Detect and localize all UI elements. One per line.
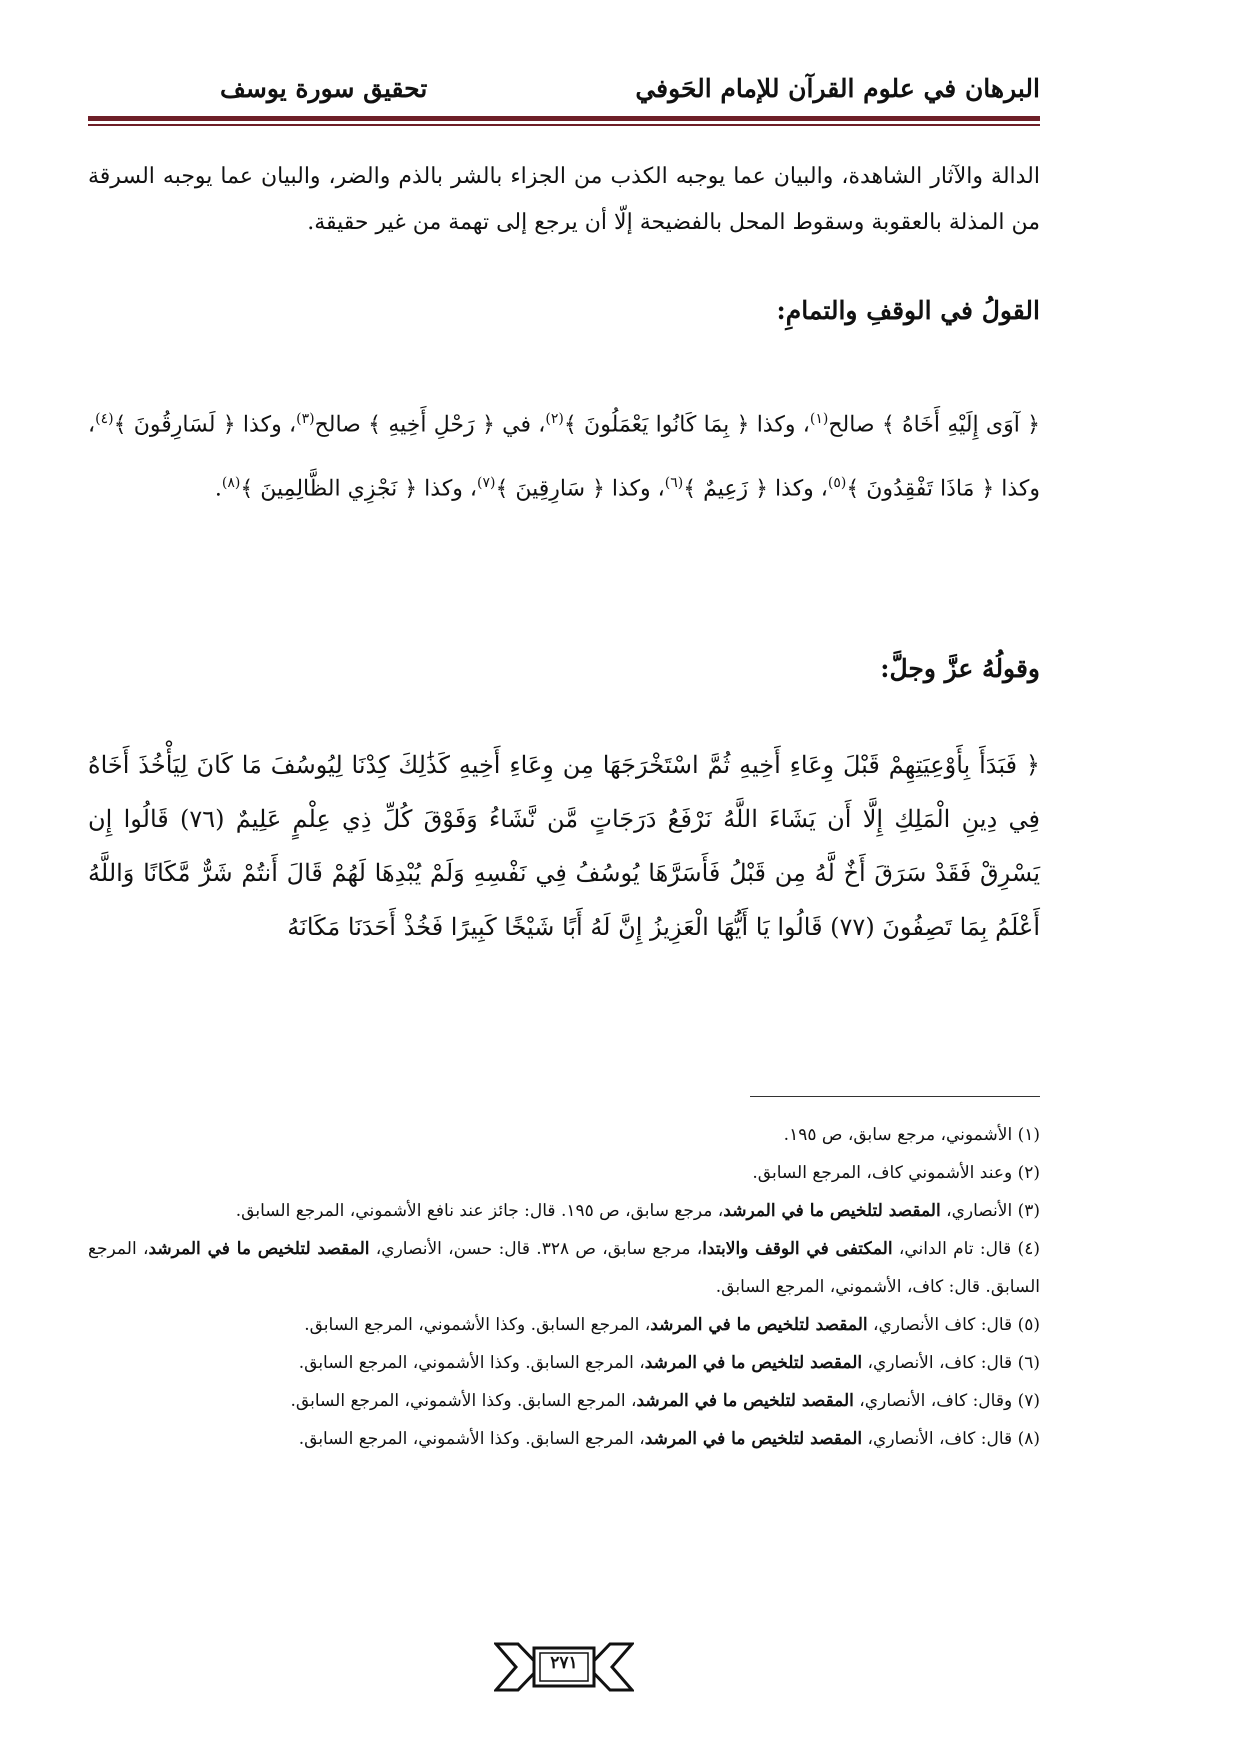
footnote-4-text-e: ، المرجع السابق. قال: كاف، الأشموني، المرجع السابق. (88, 1239, 1040, 1297)
footnote-ref-3: (٣) (296, 411, 315, 427)
waqf-text-2: ، وكذا ﴿ بِمَا كَانُوا يَعْمَلُونَ ﴾ (563, 412, 810, 438)
footnote-5-source: المقصد لتلخيص ما في المرشد (650, 1315, 868, 1335)
footnote-3-text-c: ، مرجع سابق، ص ١٩٥. قال: جائز عند نافع الأشموني، المرجع السابق. (235, 1201, 724, 1221)
footnote-ref-1: (١) (809, 411, 829, 427)
footnote-5-text-c: ، المرجع السابق. وكذا الأشموني، المرجع السابق. (304, 1315, 651, 1335)
waqf-text-1: ﴿ آوَى إِلَيْهِ أَخَاهُ ﴾ صالح (828, 412, 1040, 438)
waqf-text-4: ، وكذا ﴿ لَسَارِقُونَ ﴾ (113, 412, 297, 438)
page (88, 0, 1040, 1754)
section-title: تحقيق سورة يوسف (220, 74, 428, 103)
footnote-ref-4: (٤) (95, 411, 114, 427)
footnote-7-source: المقصد لتلخيص ما في المرشد (636, 1391, 854, 1411)
header-rule-thick (88, 116, 1040, 121)
footnote-ref-7: (٧) (477, 475, 496, 492)
waqf-text-7: ، وكذا ﴿ سَارِقِينَ ﴾ (495, 476, 665, 502)
footnote-6 (88, 1344, 1040, 1382)
waqf-text-6: ، وكذا ﴿ زَعِيمٌ ﴾ (683, 476, 828, 502)
waqf-paragraph (88, 390, 1040, 519)
page-number: ٢٧١ (550, 1653, 578, 1673)
footnotes (88, 1116, 1040, 1458)
footnote-5-text-a: (٥) قال: كاف الأنصاري، (867, 1315, 1040, 1335)
footnote-separator (750, 1096, 1040, 1097)
page-number-ornament (494, 1640, 634, 1694)
footnote-2: (٢) وعند الأشموني كاف، المرجع السابق. (752, 1163, 1040, 1183)
footnote-8-text-a: (٨) قال: كاف، الأنصاري، (862, 1429, 1040, 1449)
running-header (88, 70, 1040, 114)
footnote-8-source: المقصد لتلخيص ما في المرشد (644, 1429, 863, 1449)
footnote-5 (88, 1306, 1040, 1344)
footnote-4-source-2: المقصد لتلخيص ما في المرشد (148, 1239, 370, 1259)
header-rule-thin (88, 124, 1040, 126)
waqf-heading: القولُ في الوقفِ والتمامِ: (776, 296, 1040, 325)
footnote-ref-8: (٨) (221, 475, 241, 492)
footnote-4-source-1: المكتفى في الوقف والابتدا (702, 1239, 893, 1259)
footnote-8 (88, 1420, 1040, 1458)
footnote-7-text-c: ، المرجع السابق. وكذا الأشموني، المرجع السابق. (290, 1391, 637, 1411)
quran-verse-block: ﴿ فَبَدَأَ بِأَوْعِيَتِهِمْ قَبْلَ وِعَاءِ أَخِيهِ ثُمَّ اسْتَخْرَجَهَا مِن وِعَاءِ أَخِيهِ كَذَٰلِكَ كِدْنَا لِيُوسُفَ مَا كَانَ لِيَأْخُذَ أَخَاهُ فِي دِينِ الْمَلِكِ إِلَّا أَن يَشَاءَ اللَّهُ نَرْفَعُ دَرَجَاتٍ مَّن نَّشَاءُ وَفَوْقَ كُلِّ ذِي عِلْمٍ عَلِيمٌ (٧٦) قَالُوا إِن يَسْرِقْ فَقَدْ سَرَقَ أَخٌ لَّهُ مِن قَبْلُ فَأَسَرَّهَا يُوسُفُ فِي نَفْسِهِ وَلَمْ يُبْدِهَا لَهُمْ قَالَ أَنتُمْ شَرٌّ مَّكَانًا وَاللَّهُ أَعْلَمُ بِمَا تَصِفُونَ (٧٧) قَالُوا يَا أَيُّهَا الْعَزِيزُ إِنَّ لَهُ أَبًا شَيْخًا كَبِيرًا فَخُذْ أَحَدَنَا مَكَانَهُ (88, 751, 1041, 941)
intro-paragraph: الدالة والآثار الشاهدة، والبيان عما يوجبه الكذب من الجزاء بالشر بالذم والضر، والبيان عما يوجبه السرقة من المذلة بالعقوبة وسقوط المحل بالفضيحة إلّا أن يرجع إلى تهمة من غير حقيقة. (88, 164, 1040, 235)
footnote-6-text-a: (٦) قال: كاف، الأنصاري، (862, 1353, 1040, 1373)
footnote-8-text-c: ، المرجع السابق. وكذا الأشموني، المرجع السابق. (298, 1429, 645, 1449)
waqf-text-5: ، وكذا ﴿ مَاذَا تَفْقِدُونَ ﴾ (88, 412, 1040, 502)
footnote-3-text-a: (٣) الأنصاري، (940, 1201, 1040, 1221)
footnote-4-text-a: (٤) قال: تام الداني، (892, 1239, 1040, 1259)
footnote-4 (88, 1230, 1040, 1306)
footnote-ref-5: (٥) (827, 475, 847, 492)
footnote-7-text-a: (٧) وقال: كاف، الأنصاري، (853, 1391, 1040, 1411)
footnote-6-text-c: ، المرجع السابق. وكذا الأشموني، المرجع السابق. (298, 1353, 645, 1373)
waqf-text-8: ، وكذا ﴿ نَجْزِي الظَّالِمِينَ ﴾ (240, 476, 478, 502)
waqf-text-3: ، في ﴿ رَحْلِ أَخِيهِ ﴾ صالح (314, 412, 546, 438)
footnote-3-source: المقصد لتلخيص ما في المرشد (723, 1201, 941, 1221)
footnote-1: (١) الأشموني، مرجع سابق، ص ١٩٥. (783, 1125, 1040, 1145)
footnote-7 (88, 1382, 1040, 1420)
footnote-3 (88, 1192, 1040, 1230)
footnote-4-text-c: ، مرجع سابق، ص ٣٢٨. قال: حسن، الأنصاري، (369, 1239, 703, 1259)
footnote-6-source: المقصد لتلخيص ما في المرشد (644, 1353, 863, 1373)
waqf-text-9: . (214, 476, 222, 502)
verse-heading: وقولُهُ عزَّ وجلَّ: (880, 654, 1040, 683)
footnote-ref-2: (٢) (545, 411, 564, 427)
footnote-ref-6: (٦) (664, 475, 684, 492)
book-title: البرهان في علوم القرآن للإمام الحَوفي (635, 74, 1040, 103)
